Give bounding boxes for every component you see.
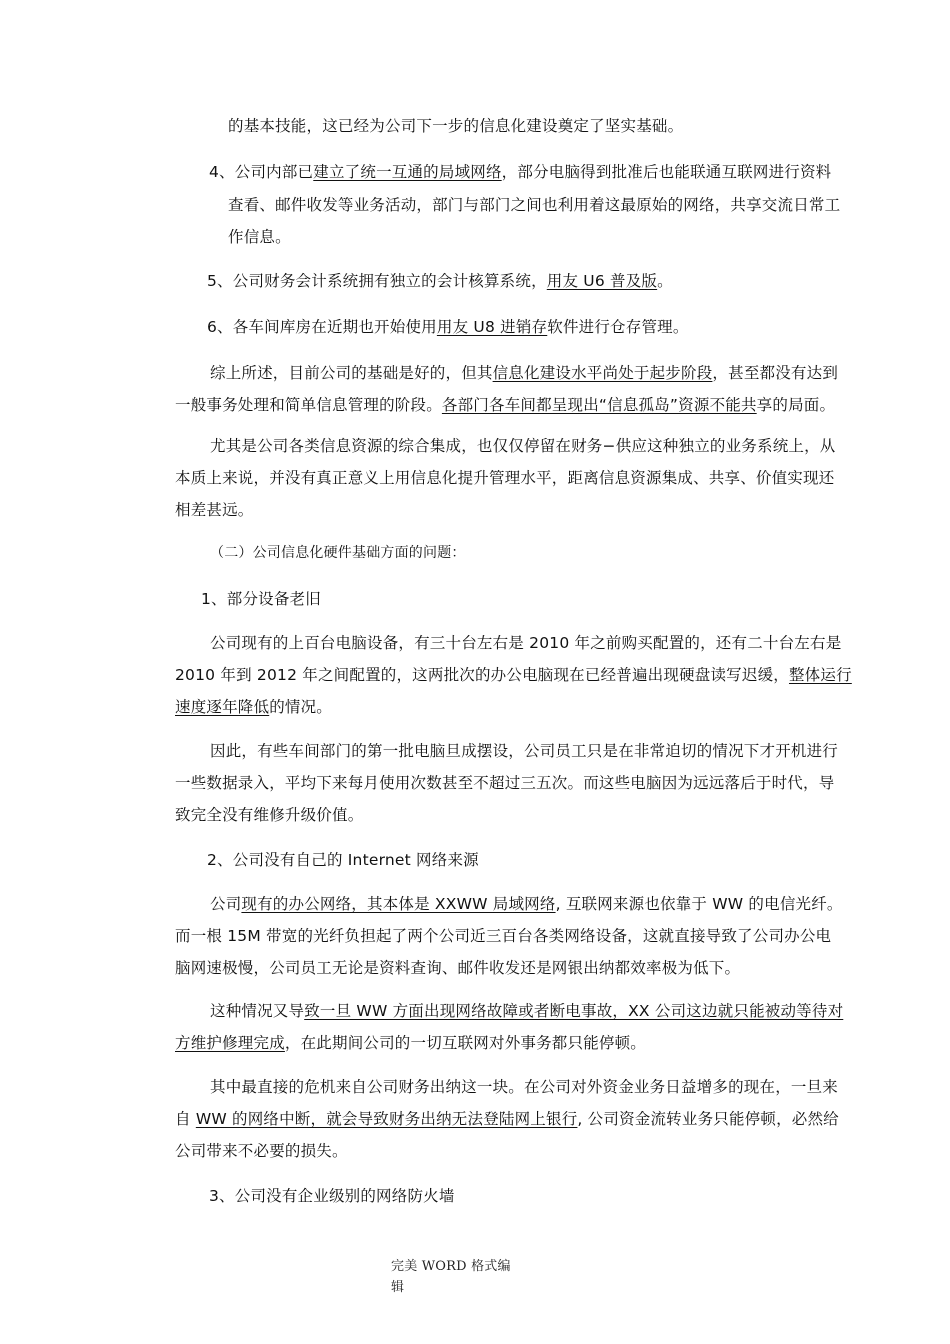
situation-line-1: 这种情况又导致一旦 WW 方面出现网络故障或者断电事故，XX 公司这边就只能被动等待对 [210,1002,844,1020]
subheading-1: 1、部分设备老旧 [201,590,321,608]
page-footer [391,1256,531,1298]
network-line-1: 公司现有的办公网络，其本体是 XXWW 局域网络, 互联网来源也依靠于 WW 的电信光纤。 [210,895,843,913]
underlined-phrase: 致一旦 WW 方面出现网络故障或者断电事故，XX 公司这边就只能被动等待对 [304,1002,844,1020]
therefore-line-2: 一些数据录入，平均下来每月使用次数甚至不超过三五次。而这些电脑因为远远落后于时代，导 [175,774,835,792]
subheading-3: 3、公司没有企业级别的网络防火墙 [209,1187,455,1205]
subheading-2: 2、公司没有自己的 Internet 网络来源 [207,851,479,869]
old-equipment-line-3: 速度逐年降低的情况。 [175,698,333,716]
old-equipment-line-1: 公司现有的上百台电脑设备，有三十台左右是 2010 年之前购买配置的，还有二十台左右是 [210,634,842,652]
underlined-phrase: 整体运行 [788,666,852,684]
crisis-line-3: 公司带来不必要的损失。 [175,1142,348,1160]
summary-line-2: 一般事务处理和简单信息管理的阶段。各部门各车间都呈现出“信息孤岛”资源不能共享的局面。 [175,396,836,414]
therefore-line-3: 致完全没有维修升级价值。 [175,806,364,824]
crisis-line-2: 自 WW 的网络中断，就会导致财务出纳无法登陆网上银行, 公司资金流转业务只能停顿，必然给 [175,1110,839,1128]
paragraph-continuation: 的基本技能，这已经为公司下一步的信息化建设奠定了坚实基础。 [228,117,684,135]
situation-line-2: 方维护修理完成，在此期间公司的一切互联网对外事务都只能停顿。 [175,1034,647,1052]
underlined-phrase: 速度逐年降低 [175,698,270,716]
underlined-phrase: 用友 U6 普及版 [546,272,658,290]
underlined-phrase: 建立了统一互通的局域网络 [313,163,502,181]
list-item-5: 5、公司财务会计系统拥有独立的会计核算系统，用友 U6 普及版。 [207,272,673,290]
list-item-4-line-2: 查看、邮件收发等业务活动，部门与部门之间也利用着这最原始的网络，共享交流日常工 [228,196,841,214]
especially-line-2: 本质上来说，并没有真正意义上用信息化提升管理水平，距离信息资源集成、共享、价值实现还 [175,469,835,487]
underlined-phrase: 各部门各车间都呈现出“信息孤岛”资源不能共 [441,396,757,414]
therefore-line-1: 因此，有些车间部门的第一批电脑旦成摆设，公司员工只是在非常迫切的情况下才开机进行 [210,742,839,760]
especially-line-1: 尤其是公司各类信息资源的综合集成，也仅仅停留在财务−供应这种独立的业务系统上，从 [210,437,836,455]
list-item-6: 6、各车间库房在近期也开始使用用友 U8 进销存软件进行仓存管理。 [207,318,689,336]
list-item-4-line-1: 4、公司内部已建立了统一互通的局域网络，部分电脑得到批准后也能联通互联网进行资料 [209,163,832,181]
underlined-phrase: 现有的办公网络，其本体是 XXWW 局域网络 [241,895,556,913]
network-line-3: 脑网速极慢，公司员工无论是资料查询、邮件收发还是网银出纳都效率极为低下。 [175,959,741,977]
crisis-line-1: 其中最直接的危机来自公司财务出纳这一块。在公司对外资金业务日益增多的现在，一旦来 [210,1078,839,1096]
underlined-phrase: 用友 U8 进销存 [436,318,548,336]
underlined-phrase: 方维护修理完成 [175,1034,285,1052]
underlined-phrase: WW 的网络中断，就会导致财务出纳无法登陆网上银行 [195,1110,578,1128]
footer-line-1: 完美 WORD 格式编 [391,1259,511,1274]
network-line-2: 而一根 15M 带宽的光纤负担起了两个公司近三百台各类网络设备，这就直接导致了公司办公电 [175,927,832,945]
summary-line-1: 综上所述，目前公司的基础是好的，但其信息化建设水平尚处于起步阶段，甚至都没有达到 [210,364,839,382]
old-equipment-line-2: 2010 年到 2012 年之间配置的，这两批次的办公电脑现在已经普遍出现硬盘读写迟缓，整体运行 [175,666,852,684]
underlined-phrase: 信息化建设水平尚处于起步阶段 [492,364,713,382]
section-heading-2: （二）公司信息化硬件基础方面的问题： [210,545,466,561]
footer-line-2: 辑 [391,1280,405,1295]
especially-line-3: 相差甚远。 [175,501,254,519]
list-item-4-line-3: 作信息。 [228,228,291,246]
